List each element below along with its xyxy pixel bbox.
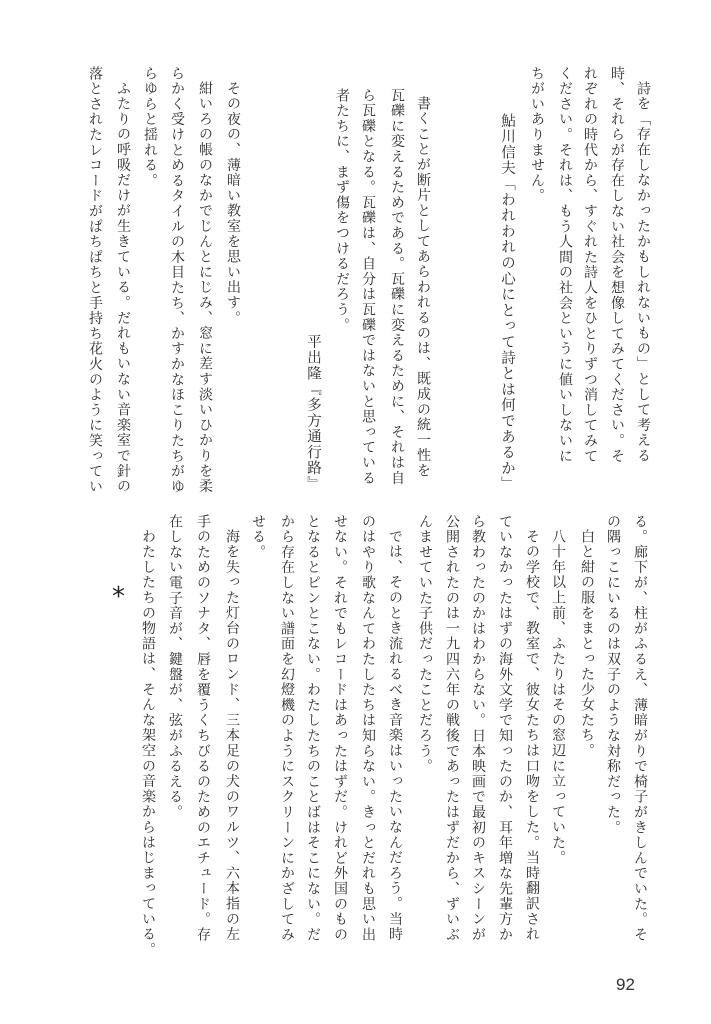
- body-line: 海を失った灯台のロンド、三本足の犬のワルツ、六本指の左: [224, 529, 240, 943]
- quote1-line: 詩を「存在しなかったかもしれないもの」として考える: [635, 81, 651, 464]
- body-line: 公開されたのは一九四六年の戦後であったはずだから、ずいぶ: [444, 514, 460, 943]
- quote1-line: 時、それらが存在しない社会を想像してみてください。そ: [609, 66, 625, 464]
- body-line: となるとピンとこない。わたしたちのことばはそこにない。だ: [305, 514, 321, 943]
- body-line: のはやり歌なんてわたしたちは知らない。きっとだれも思い出: [360, 514, 376, 943]
- quote1-attribution: 鮎川信夫「われわれの心にとって詩とは何であるか」: [499, 112, 515, 492]
- quote2-line: 瓦礫に変えるためである。瓦礫に変えるために、それは自: [389, 88, 405, 486]
- quote1-line: ちがいありません。: [529, 66, 545, 204]
- quote2-line: ら瓦礫となる。瓦礫は、自分は瓦礫ではないと思っている: [360, 88, 376, 486]
- section-break-asterisk: *: [112, 582, 125, 612]
- body-line: んませていた子供だったことだろう。: [417, 514, 433, 775]
- quote1-line: ください。それは、もう人間の社会というに値いしないに: [557, 66, 573, 464]
- quote1-line: れぞれの時代から、すぐれた詩人をひとりずつ消してみて: [582, 66, 598, 464]
- body-line: 手のためのソナタ、唇を覆うくちびるのためのエチュード。存: [195, 514, 211, 943]
- body-line: 在しない電子音が、鍵盤が、弦がふるえる。: [167, 514, 183, 820]
- body-line: る。廊下が、柱がふるえ、薄暗がりで椅子がきしんでいた。そ: [632, 514, 648, 943]
- body-line: ふたりの呼吸だけが生きている。だれもいない音楽室で針の: [115, 81, 131, 495]
- body-line: では、そのとき流れるべき音楽はいったいなんだろう。当時: [387, 529, 403, 943]
- body-line: せない。それでもレコードはあったはずだ。けれど外国のもの: [332, 514, 348, 943]
- body-line: の隅っこにいるのは双子のような対称だった。: [605, 514, 621, 836]
- body-line: から存在しない譜面を幻燈機のようにスクリーンにかざしてみ: [279, 514, 295, 943]
- quote2-line: 者たちに、まず傷をつけるだろう。: [334, 88, 350, 333]
- body-line: その学校で、教室で、彼女たちは口吻をした。当時翻訳され: [524, 529, 540, 943]
- body-line: ら教わったのかはわからない。日本映画で最初のキスシーンが: [470, 514, 486, 943]
- quote2-attribution: 平出隆『多方通行路』: [305, 334, 321, 492]
- body-line: らかく受けとめるタイルの木目たち、かすかなほこりたちがゆ: [169, 66, 185, 495]
- body-line: 落とされたレコードがぱちぱちと手持ち花火のように笑ってい: [87, 66, 103, 495]
- body-line: その夜の、薄暗い教室を思い出す。: [225, 81, 241, 326]
- body-line: 紺いろの帳のなかでじんとにじみ、窓に差す淡いひかりを柔: [197, 81, 213, 495]
- quote2-line: 書くことが断片としてあらわれるのは、既成の統一性を: [415, 96, 431, 479]
- page-number: 92: [616, 975, 635, 994]
- body-line: ていなかったはずの海外文学で知ったのか、耳年増な先輩方か: [497, 514, 513, 943]
- body-line: わたしたちの物語は、そんな架空の音楽からはじまっている。: [140, 529, 156, 958]
- body-line: 八十年以上前、ふたりはその窓辺に立っていた。: [550, 529, 566, 866]
- body-line: せる。: [250, 514, 266, 560]
- body-line: らゆらと揺れる。: [142, 66, 158, 189]
- body-line: 白と紺の服をまとった少女たち。: [579, 529, 595, 759]
